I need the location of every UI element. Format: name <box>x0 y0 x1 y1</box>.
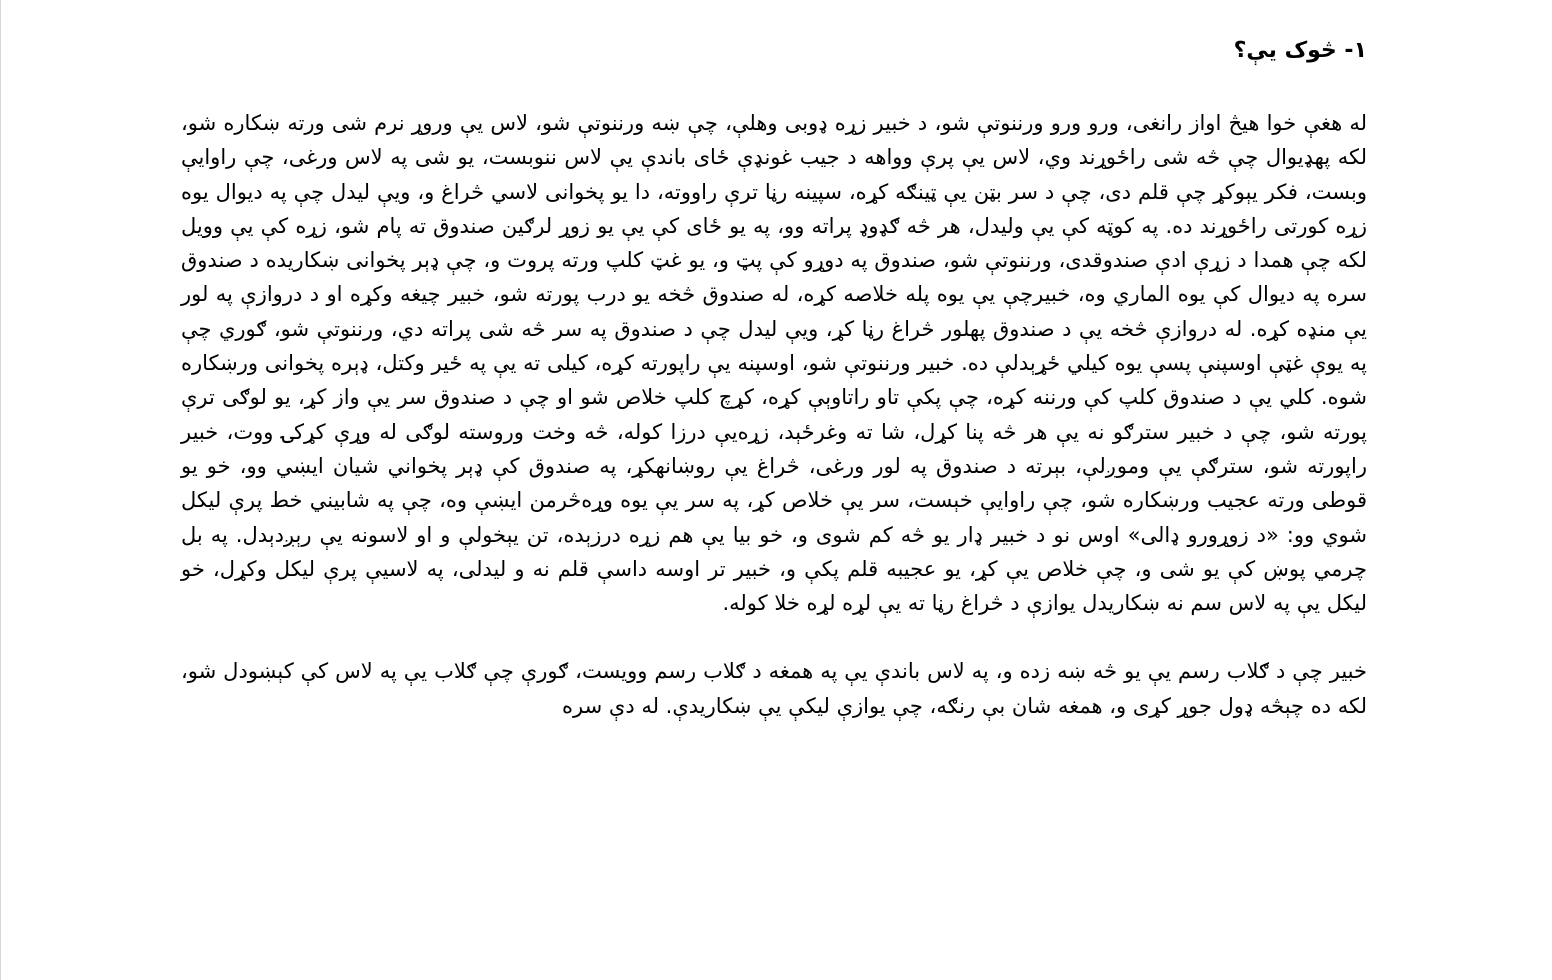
paragraph-1: له هغې خوا هیڅ اواز رانغی، ورو ورو ورننوتې شو، د خبیر زړه ډوبی وهلې، چې ښه ورننوتې شو، لاس یې وروړ نرم شی ورته ښکاره شو، لکه پهډیوال چې څه شی راځوړند وي، لاس یې پرې وواهه د جیب غونډې ځای باندې یې لاس ننوبست، یو شی په لاس ورغی، چې راوایې وبست، فکر یېوکړ چې قلم دی، چې د سر بټن یې ټینګه کړه، سپینه رڼا ترې راووته، دا یو پخوانی لاسي څراغ و، ویې لیدل چې په دیوال یوه زړه کورتی راځوړند ده. په کوټه کې یې ولیدل، هر څه ګډوډ پراته وو، په یو ځای کې یې یو زوړ لرګین صندوق ته پام شو، زړه کې یې وویل لکه چې همدا د زړې ادې صندوقدی، ورننوتې شو، صندوق په دوړو کې پټ و، یو غټ کلپ ورته پروت و، چې ډېر پخوانی ښکاریده د صندوق سره په دیوال کې یوه الماري وه، خبیرچې یې یوه پله خلاصه کړه، له صندوق څخه یو درب پورته شو، خبیر چیغه وکړه او د دروازې په لور یې منډه کړه. له دروازې څخه یې د صندوق پهلور څراغ رڼا کړ، ویې لیدل چې د صندوق په سر څه شی پراته دي، ورننوتې شو، ګوري چې په یوې غټې اوسپنې پسې یوه کیلي ځړېدلې ده. خبیر ورننوتې شو، اوسپنه یې راپورته کړه، کیلی ته یې په ځیر وکتل، ډېره پخوانی ورښکاره شوه. کلي یې د صندوق کلپ کې ورننه کړه، چې پکې تاو راتاوېې کړه، کړچ کلپ خلاص شو او چې د صندوق سر یې واز کړ، یو لوګی ترې پورته شو، چې د خبیر سترګو نه یې هر څه پنا کړل، شا ته وغرځېد، زړه‌یې درزا کوله، څه وخت وروسته لوګی له وړې کړکۍ ووت، خبیر راپورته شو، سترګې یې وموږلې، بېرته د صندوق په لور ورغی، څراغ یې روښانهکړ، په صندوق کې ډېر پخواني شیان ایښي وو، خو یو قوطی ورته عجیب ورښکاره شو، چې راوایې خېست، سر یې خلاص کړ، په سر یې یوه وړه‌څرمن ایښې وه، چې په شابیني خط پرې لیکل شوي وو: «د زوړورو ډالی» اوس نو د خبیر ډار یو څه کم شوی و، خو بیا یې هم زړه درزېده، تن یېخولې و او لاسونه یې رېږدېدل. په بل چرمي پوښ کې یو شی و، چې خلاص یې کړ، یو عجیبه قلم پکې و، خبیر تر اوسه داسې قلم نه و لیدلی، په لاسیې پرې لیکل وکړل، خو لیکل یې په لاس سم نه ښکاریدل یوازې د څراغ رڼا ته یې لړه لړه خلا کوله. <box>181 111 1367 616</box>
document-body <box>181 22 1367 723</box>
paragraph-2: خبیر چې د ګلاب رسم یې یو څه ښه زده و، په لاس باندې یې په همغه د ګلاب رسم وویست، ګورې چې ګلاب یې په لاس کې کېښودل شو، لکه ده چېڅه ډول جوړ کړی و، همغه شان بې رنګه، چې یوازې لیکې یې ښکاریدې. له دې سره <box>181 659 1367 718</box>
section-heading: ۱- څوک یې؟ <box>1233 38 1367 63</box>
